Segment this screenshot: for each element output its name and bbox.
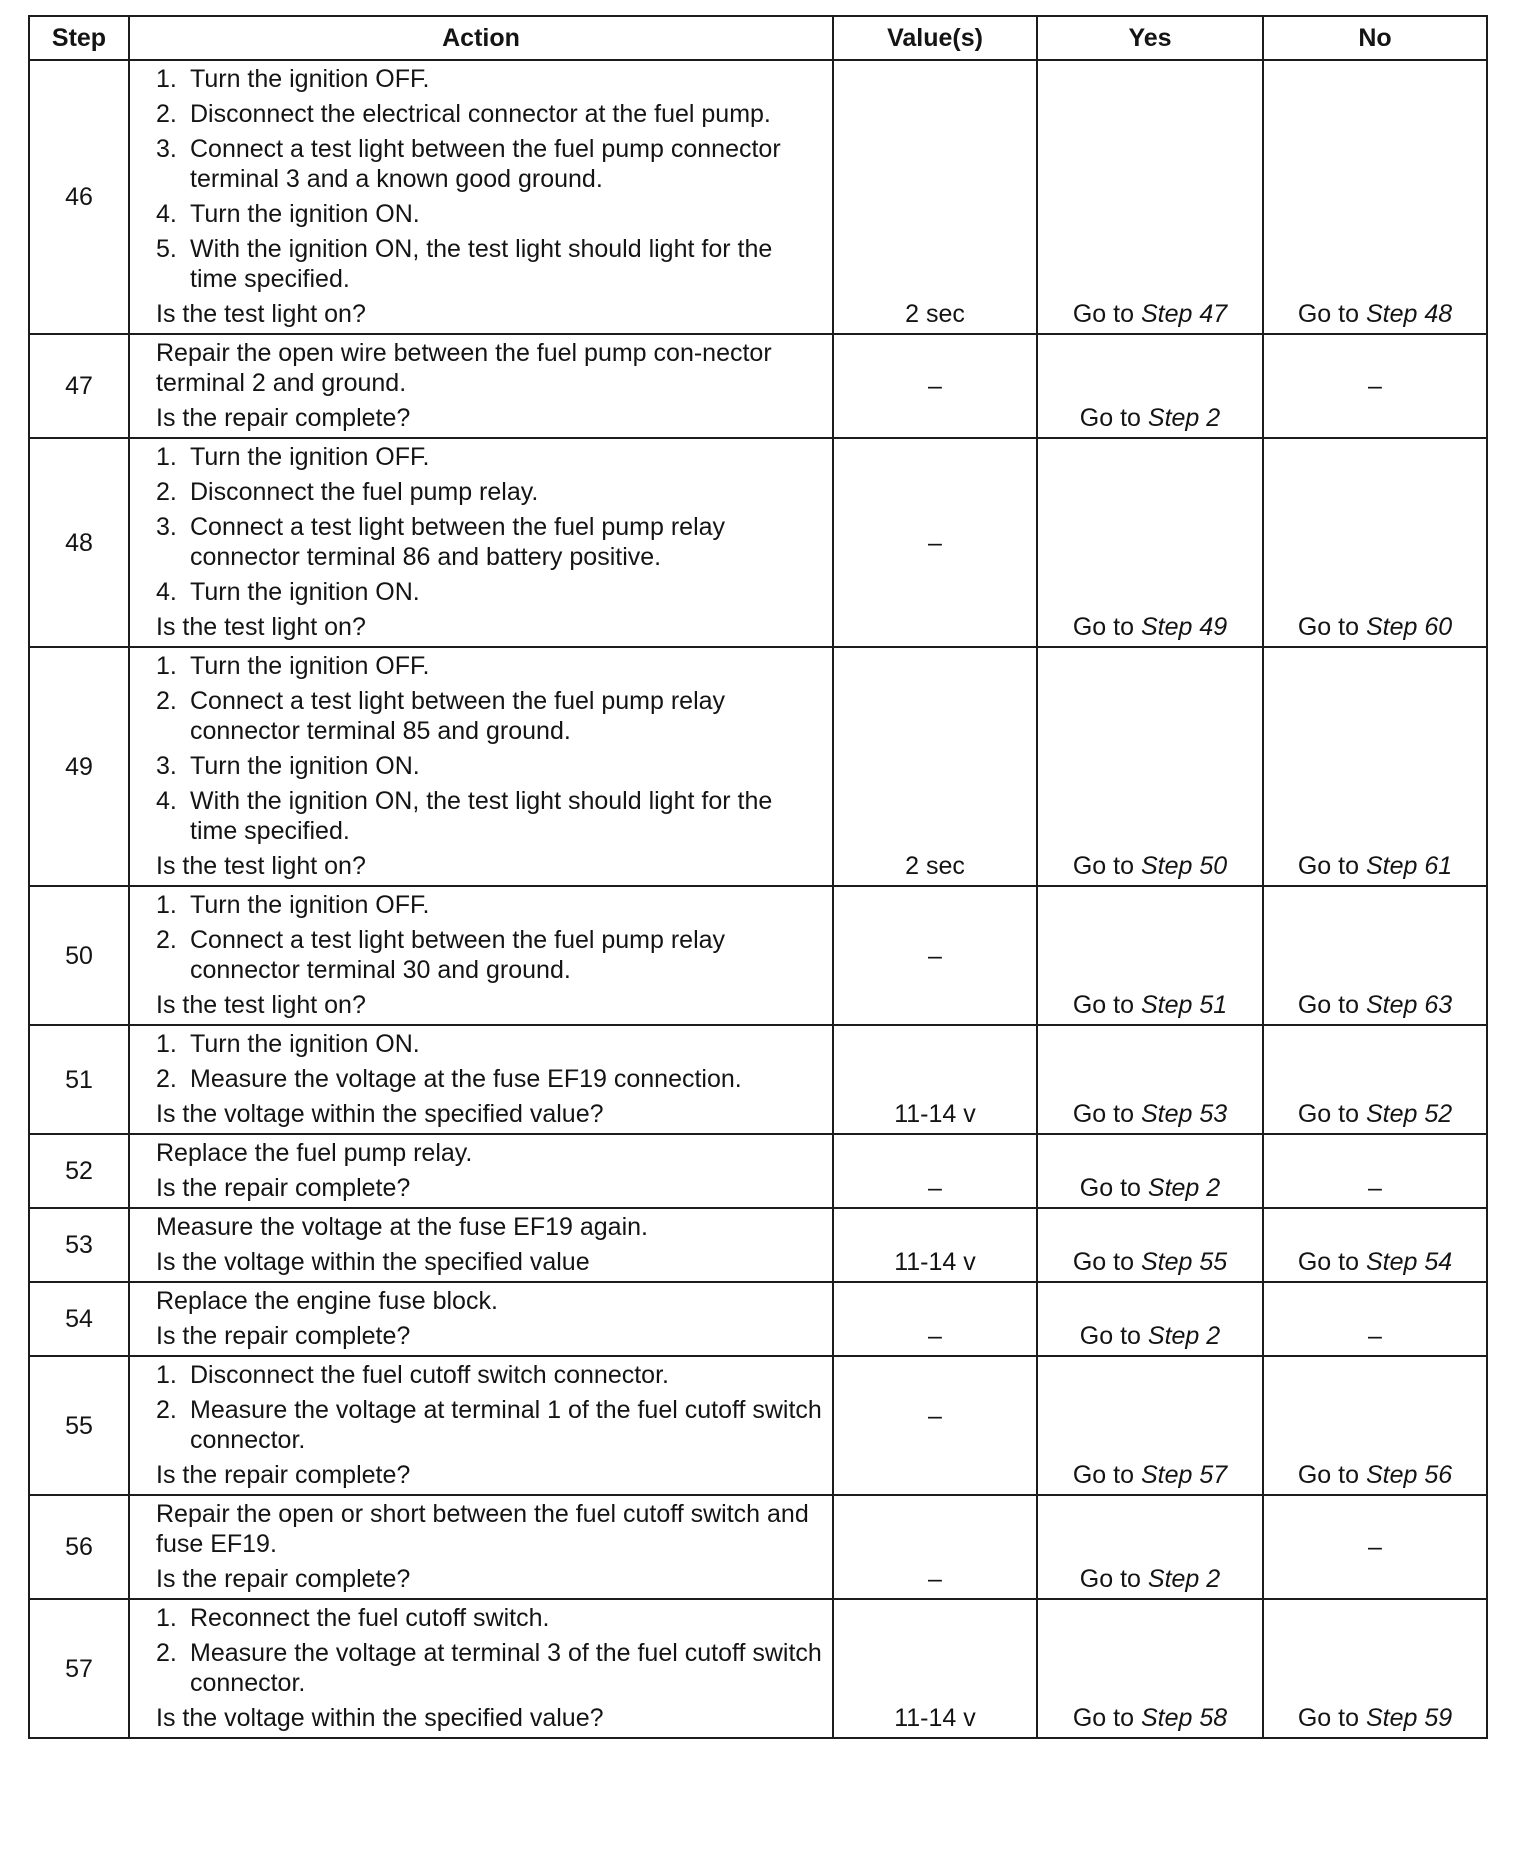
action-list-item xyxy=(156,786,822,846)
action-list-item xyxy=(156,199,822,229)
yes-cell xyxy=(1037,1025,1263,1134)
step-number: 53 xyxy=(29,1208,129,1282)
no-column-header: No xyxy=(1263,16,1487,60)
item-number: 4. xyxy=(156,578,177,606)
value-cell: 11-14 v xyxy=(833,1208,1037,1282)
item-number: 3. xyxy=(156,135,177,163)
item-text: Disconnect the fuel cutoff switch connector. xyxy=(190,1361,669,1389)
go-to-prefix: Go to xyxy=(1072,1248,1134,1276)
action-paragraph: Repair the open or short between the fuel cutoff switch and fuse EF19. xyxy=(156,1500,809,1558)
yes-column-header: Yes xyxy=(1037,16,1263,60)
step-reference-link[interactable]: Step 55 xyxy=(1140,1248,1228,1276)
go-to-prefix: Go to xyxy=(1297,852,1359,880)
no-cell xyxy=(1263,1495,1487,1599)
value-cell: – xyxy=(833,1356,1037,1495)
go-to-prefix: Go to xyxy=(1079,1565,1141,1593)
action-list-item xyxy=(156,64,822,94)
step-reference-link[interactable]: Step 47 xyxy=(1140,300,1228,328)
value-cell: – xyxy=(833,1282,1037,1356)
table-row xyxy=(29,1599,1487,1738)
go-to-prefix: Go to xyxy=(1072,300,1134,328)
item-text: Connect a test light between the fuel pump relay connector terminal 86 and battery positive. xyxy=(190,513,726,571)
no-cell xyxy=(1263,1025,1487,1134)
step-reference-link[interactable]: Step 60 xyxy=(1365,613,1453,641)
action-list-item xyxy=(156,1029,822,1059)
action-cell xyxy=(129,647,833,886)
action-question: Is the voltage within the specified value? xyxy=(156,1100,604,1128)
action-list-item xyxy=(156,1395,822,1455)
action-paragraph: Measure the voltage at the fuse EF19 again. xyxy=(156,1213,648,1241)
action-cell xyxy=(129,1134,833,1208)
step-reference-link[interactable]: Step 56 xyxy=(1365,1461,1453,1489)
action-question: Is the repair complete? xyxy=(156,1322,411,1350)
action-list-item xyxy=(156,134,822,194)
action-paragraph: Replace the fuel pump relay. xyxy=(156,1139,473,1167)
item-text: Turn the ignition ON. xyxy=(190,200,420,228)
action-list-item xyxy=(156,577,822,607)
yes-cell xyxy=(1037,1599,1263,1738)
step-reference-link[interactable]: Step 2 xyxy=(1147,1322,1221,1350)
item-number: 2. xyxy=(156,100,177,128)
action-list-item xyxy=(156,442,822,472)
item-text: Turn the ignition OFF. xyxy=(190,65,430,93)
yes-cell xyxy=(1037,334,1263,438)
action-list-item xyxy=(156,651,822,681)
step-number: 55 xyxy=(29,1356,129,1495)
item-number: 2. xyxy=(156,478,177,506)
action-list-item xyxy=(156,1603,822,1633)
item-number: 3. xyxy=(156,513,177,541)
table-row xyxy=(29,1025,1487,1134)
item-number: 5. xyxy=(156,235,177,263)
item-text: Measure the voltage at terminal 3 of the fuel cutoff switch connector. xyxy=(190,1639,822,1697)
go-to-prefix: Go to xyxy=(1072,613,1134,641)
no-action-dash: – xyxy=(1368,1174,1382,1202)
step-number: 50 xyxy=(29,886,129,1025)
item-text: Turn the ignition OFF. xyxy=(190,891,430,919)
value-cell: – xyxy=(833,1134,1037,1208)
step-number: 54 xyxy=(29,1282,129,1356)
action-list-item xyxy=(156,1638,822,1698)
item-number: 2. xyxy=(156,1396,177,1424)
go-to-prefix: Go to xyxy=(1297,613,1359,641)
action-paragraph: Replace the engine fuse block. xyxy=(156,1287,498,1315)
no-cell xyxy=(1263,1599,1487,1738)
item-text: Connect a test light between the fuel pump relay connector terminal 85 and ground. xyxy=(190,687,726,745)
step-number: 48 xyxy=(29,438,129,647)
yes-cell xyxy=(1037,886,1263,1025)
action-list-item xyxy=(156,890,822,920)
action-question: Is the test light on? xyxy=(156,991,366,1019)
item-text: Measure the voltage at terminal 1 of the fuel cutoff switch connector. xyxy=(190,1396,822,1454)
item-text: Turn the ignition OFF. xyxy=(190,443,430,471)
no-cell xyxy=(1263,1134,1487,1208)
no-cell xyxy=(1263,1282,1487,1356)
item-text: Turn the ignition ON. xyxy=(190,752,420,780)
step-number: 47 xyxy=(29,334,129,438)
step-number: 46 xyxy=(29,60,129,334)
step-reference-link[interactable]: Step 57 xyxy=(1140,1461,1228,1489)
no-cell xyxy=(1263,1356,1487,1495)
step-number: 49 xyxy=(29,647,129,886)
go-to-prefix: Go to xyxy=(1072,1461,1134,1489)
table-row xyxy=(29,1495,1487,1599)
table-row xyxy=(29,1282,1487,1356)
item-number: 3. xyxy=(156,752,177,780)
item-number: 1. xyxy=(156,891,177,919)
action-question: Is the test light on? xyxy=(156,852,366,880)
go-to-prefix: Go to xyxy=(1079,1174,1141,1202)
item-number: 4. xyxy=(156,200,177,228)
value-cell: – xyxy=(833,1495,1037,1599)
item-number: 1. xyxy=(156,1361,177,1389)
step-reference-link[interactable]: Step 54 xyxy=(1365,1248,1453,1276)
item-text: With the ignition ON, the test light should light for the time specified. xyxy=(190,235,773,293)
yes-cell xyxy=(1037,1282,1263,1356)
value-cell: 2 sec xyxy=(833,647,1037,886)
yes-cell xyxy=(1037,1495,1263,1599)
no-cell xyxy=(1263,886,1487,1025)
action-cell xyxy=(129,1025,833,1134)
go-to-prefix: Go to xyxy=(1297,1704,1359,1732)
go-to-prefix: Go to xyxy=(1297,1248,1359,1276)
go-to-prefix: Go to xyxy=(1297,991,1359,1019)
action-cell xyxy=(129,60,833,334)
table-row xyxy=(29,1208,1487,1282)
header-row xyxy=(29,16,1487,60)
step-number: 51 xyxy=(29,1025,129,1134)
step-reference-link[interactable]: Step 51 xyxy=(1140,991,1228,1019)
table-row xyxy=(29,647,1487,886)
action-list-item xyxy=(156,477,822,507)
action-cell xyxy=(129,1495,833,1599)
step-reference-link[interactable]: Step 63 xyxy=(1365,991,1453,1019)
step-number: 57 xyxy=(29,1599,129,1738)
values-column-header: Value(s) xyxy=(833,16,1037,60)
diagnostic-table xyxy=(28,15,1488,1739)
step-reference-link[interactable]: Step 61 xyxy=(1365,852,1453,880)
action-list-item xyxy=(156,686,822,746)
no-cell xyxy=(1263,334,1487,438)
item-text: Disconnect the electrical connector at the fuel pump. xyxy=(190,100,771,128)
value-cell: – xyxy=(833,438,1037,647)
table-row xyxy=(29,334,1487,438)
item-number: 1. xyxy=(156,1604,177,1632)
item-text: With the ignition ON, the test light should light for the time specified. xyxy=(190,787,773,845)
action-question: Is the repair complete? xyxy=(156,404,411,432)
item-text: Turn the ignition ON. xyxy=(190,1030,420,1058)
item-number: 1. xyxy=(156,1030,177,1058)
go-to-prefix: Go to xyxy=(1297,1100,1359,1128)
item-number: 2. xyxy=(156,926,177,954)
no-cell xyxy=(1263,438,1487,647)
step-reference-link[interactable]: Step 50 xyxy=(1140,852,1228,880)
no-action-dash: – xyxy=(1368,1533,1382,1561)
table-row xyxy=(29,1356,1487,1495)
action-list-item xyxy=(156,1360,822,1390)
go-to-prefix: Go to xyxy=(1079,404,1141,432)
step-reference-link[interactable]: Step 59 xyxy=(1365,1704,1453,1732)
item-number: 2. xyxy=(156,1639,177,1667)
no-action-dash: – xyxy=(1368,372,1382,400)
step-reference-link[interactable]: Step 2 xyxy=(1147,1174,1221,1202)
action-list-item xyxy=(156,751,822,781)
no-action-dash: – xyxy=(1368,1322,1382,1350)
step-reference-link[interactable]: Step 52 xyxy=(1365,1100,1453,1128)
step-reference-link[interactable]: Step 2 xyxy=(1147,404,1221,432)
yes-cell xyxy=(1037,60,1263,334)
item-text: Turn the ignition ON. xyxy=(190,578,420,606)
action-question: Is the repair complete? xyxy=(156,1565,411,1593)
go-to-prefix: Go to xyxy=(1297,300,1359,328)
item-number: 1. xyxy=(156,652,177,680)
item-number: 1. xyxy=(156,65,177,93)
action-cell xyxy=(129,1599,833,1738)
table-row xyxy=(29,1134,1487,1208)
go-to-prefix: Go to xyxy=(1072,852,1134,880)
action-list-item xyxy=(156,99,822,129)
action-cell xyxy=(129,886,833,1025)
value-cell: 11-14 v xyxy=(833,1599,1037,1738)
yes-cell xyxy=(1037,1134,1263,1208)
yes-cell xyxy=(1037,438,1263,647)
action-list-item xyxy=(156,512,822,572)
item-text: Measure the voltage at the fuse EF19 connection. xyxy=(190,1065,742,1093)
no-cell xyxy=(1263,647,1487,886)
step-reference-link[interactable]: Step 58 xyxy=(1140,1704,1228,1732)
value-cell: – xyxy=(833,334,1037,438)
item-number: 4. xyxy=(156,787,177,815)
action-cell xyxy=(129,1356,833,1495)
action-list-item xyxy=(156,925,822,985)
no-cell xyxy=(1263,1208,1487,1282)
go-to-prefix: Go to xyxy=(1072,991,1134,1019)
action-cell xyxy=(129,1282,833,1356)
step-number: 52 xyxy=(29,1134,129,1208)
go-to-prefix: Go to xyxy=(1297,1461,1359,1489)
table-row xyxy=(29,886,1487,1025)
action-question: Is the test light on? xyxy=(156,613,366,641)
step-reference-link[interactable]: Step 2 xyxy=(1147,1565,1221,1593)
action-list-item xyxy=(156,1064,822,1094)
action-question: Is the voltage within the specified value xyxy=(156,1248,590,1276)
action-cell xyxy=(129,334,833,438)
step-reference-link[interactable]: Step 49 xyxy=(1140,613,1228,641)
go-to-prefix: Go to xyxy=(1072,1100,1134,1128)
item-number: 2. xyxy=(156,687,177,715)
table-row xyxy=(29,60,1487,334)
item-number: 1. xyxy=(156,443,177,471)
action-cell xyxy=(129,1208,833,1282)
item-text: Turn the ignition OFF. xyxy=(190,652,430,680)
go-to-prefix: Go to xyxy=(1072,1704,1134,1732)
no-cell xyxy=(1263,60,1487,334)
yes-cell xyxy=(1037,647,1263,886)
step-number: 56 xyxy=(29,1495,129,1599)
yes-cell xyxy=(1037,1208,1263,1282)
yes-cell xyxy=(1037,1356,1263,1495)
value-cell: 11-14 v xyxy=(833,1025,1037,1134)
action-paragraph: Repair the open wire between the fuel pump con-nector terminal 2 and ground. xyxy=(156,339,772,397)
step-reference-link[interactable]: Step 48 xyxy=(1365,300,1453,328)
item-number: 2. xyxy=(156,1065,177,1093)
go-to-prefix: Go to xyxy=(1079,1322,1141,1350)
value-cell: – xyxy=(833,886,1037,1025)
action-question: Is the test light on? xyxy=(156,300,366,328)
item-text: Connect a test light between the fuel pump relay connector terminal 30 and ground. xyxy=(190,926,726,984)
table-row xyxy=(29,438,1487,647)
item-text: Connect a test light between the fuel pump connector terminal 3 and a known good ground. xyxy=(190,135,781,193)
step-reference-link[interactable]: Step 53 xyxy=(1140,1100,1228,1128)
value-cell: 2 sec xyxy=(833,60,1037,334)
action-column-header: Action xyxy=(129,16,833,60)
step-column-header: Step xyxy=(29,16,129,60)
action-question: Is the repair complete? xyxy=(156,1174,411,1202)
action-question: Is the voltage within the specified value? xyxy=(156,1704,604,1732)
action-question: Is the repair complete? xyxy=(156,1461,411,1489)
item-text: Disconnect the fuel pump relay. xyxy=(190,478,539,506)
item-text: Reconnect the fuel cutoff switch. xyxy=(190,1604,550,1632)
action-list-item xyxy=(156,234,822,294)
action-cell xyxy=(129,438,833,647)
